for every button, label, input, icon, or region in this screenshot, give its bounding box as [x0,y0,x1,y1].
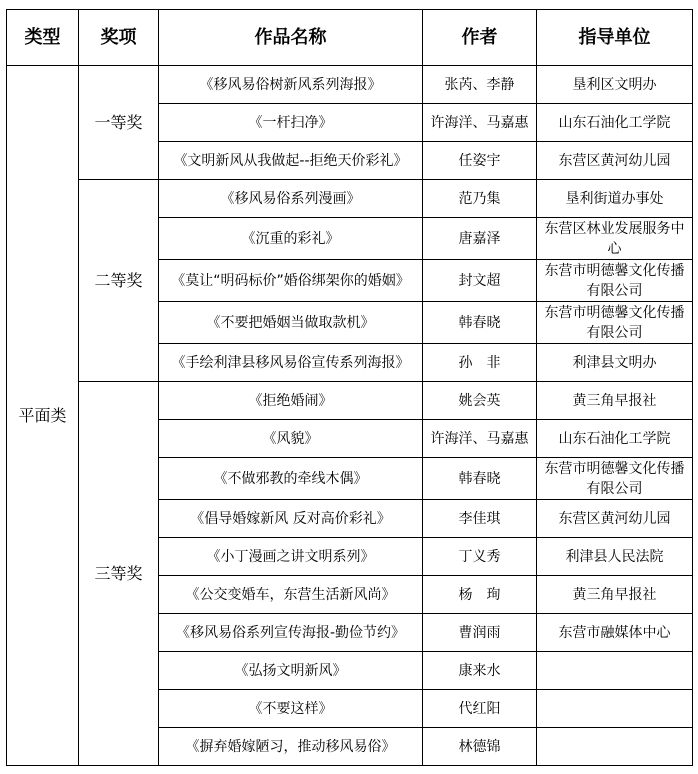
header-author: 作者 [423,10,537,66]
author-cell: 范乃集 [423,180,537,218]
unit-cell [537,652,693,690]
title-cell: 《倡导婚嫁新风 反对高价彩礼》 [159,500,423,538]
unit-cell [537,728,693,766]
author-cell: 林德锦 [423,728,537,766]
title-cell: 《不要这样》 [159,690,423,728]
unit-cell: 垦利区文明办 [537,66,693,104]
author-cell: 曹润雨 [423,614,537,652]
title-cell: 《不做邪教的牵线木偶》 [159,458,423,500]
title-cell: 《手绘利津县移风易俗宣传系列海报》 [159,344,423,382]
author-cell: 韩春晓 [423,302,537,344]
header-award: 奖项 [79,10,159,66]
title-cell: 《摒弃婚嫁陋习，推动移风易俗》 [159,728,423,766]
table-row [7,382,693,420]
unit-cell: 东营区黄河幼儿园 [537,500,693,538]
header-title: 作品名称 [159,10,423,66]
header-type: 类型 [7,10,79,66]
award-cell: 二等奖 [79,180,159,382]
unit-cell: 山东石油化工学院 [537,420,693,458]
unit-cell: 利津县文明办 [537,344,693,382]
unit-cell: 利津县人民法院 [537,538,693,576]
author-cell: 代红阳 [423,690,537,728]
title-cell: 《风貌》 [159,420,423,458]
author-cell: 许海洋、马嘉惠 [423,104,537,142]
author-cell: 张芮、李静 [423,66,537,104]
title-cell: 《弘扬文明新风》 [159,652,423,690]
title-cell: 《拒绝婚闹》 [159,382,423,420]
title-cell: 《移风易俗系列宣传海报-勤俭节约》 [159,614,423,652]
title-cell: 《莫让“明码标价”婚俗绑架你的婚姻》 [159,260,423,302]
unit-cell: 东营市明德馨文化传播有限公司 [537,458,693,500]
unit-cell: 东营市明德馨文化传播有限公司 [537,260,693,302]
title-cell: 《小丁漫画之讲文明系列》 [159,538,423,576]
table-row [7,66,693,104]
awards-table [6,9,693,766]
unit-cell [537,690,693,728]
unit-cell: 山东石油化工学院 [537,104,693,142]
unit-cell: 垦利街道办事处 [537,180,693,218]
unit-cell: 东营市融媒体中心 [537,614,693,652]
unit-cell: 东营市明德馨文化传播有限公司 [537,302,693,344]
table-row [7,180,693,218]
unit-cell: 东营区林业发展服务中心 [537,218,693,260]
category-cell: 平面类 [7,66,79,766]
author-cell: 任姿宇 [423,142,537,180]
title-cell: 《一杆扫净》 [159,104,423,142]
title-cell: 《移风易俗系列漫画》 [159,180,423,218]
author-cell: 封文超 [423,260,537,302]
title-cell: 《沉重的彩礼》 [159,218,423,260]
author-cell: 康来水 [423,652,537,690]
author-cell: 丁义秀 [423,538,537,576]
unit-cell: 黄三角早报社 [537,576,693,614]
author-cell: 韩春晓 [423,458,537,500]
header-row [7,10,693,66]
author-cell: 李佳琪 [423,500,537,538]
title-cell: 《不要把婚姻当做取款机》 [159,302,423,344]
award-cell: 三等奖 [79,382,159,766]
author-cell: 姚会英 [423,382,537,420]
title-cell: 《文明新风从我做起--拒绝天价彩礼》 [159,142,423,180]
unit-cell: 东营区黄河幼儿园 [537,142,693,180]
author-cell: 唐嘉泽 [423,218,537,260]
header-unit: 指导单位 [537,10,693,66]
title-cell: 《公交变婚车，东营生活新风尚》 [159,576,423,614]
author-cell: 孙 非 [423,344,537,382]
author-cell: 许海洋、马嘉惠 [423,420,537,458]
title-cell: 《移风易俗树新风系列海报》 [159,66,423,104]
unit-cell: 黄三角早报社 [537,382,693,420]
award-cell: 一等奖 [79,66,159,180]
author-cell: 杨 珣 [423,576,537,614]
